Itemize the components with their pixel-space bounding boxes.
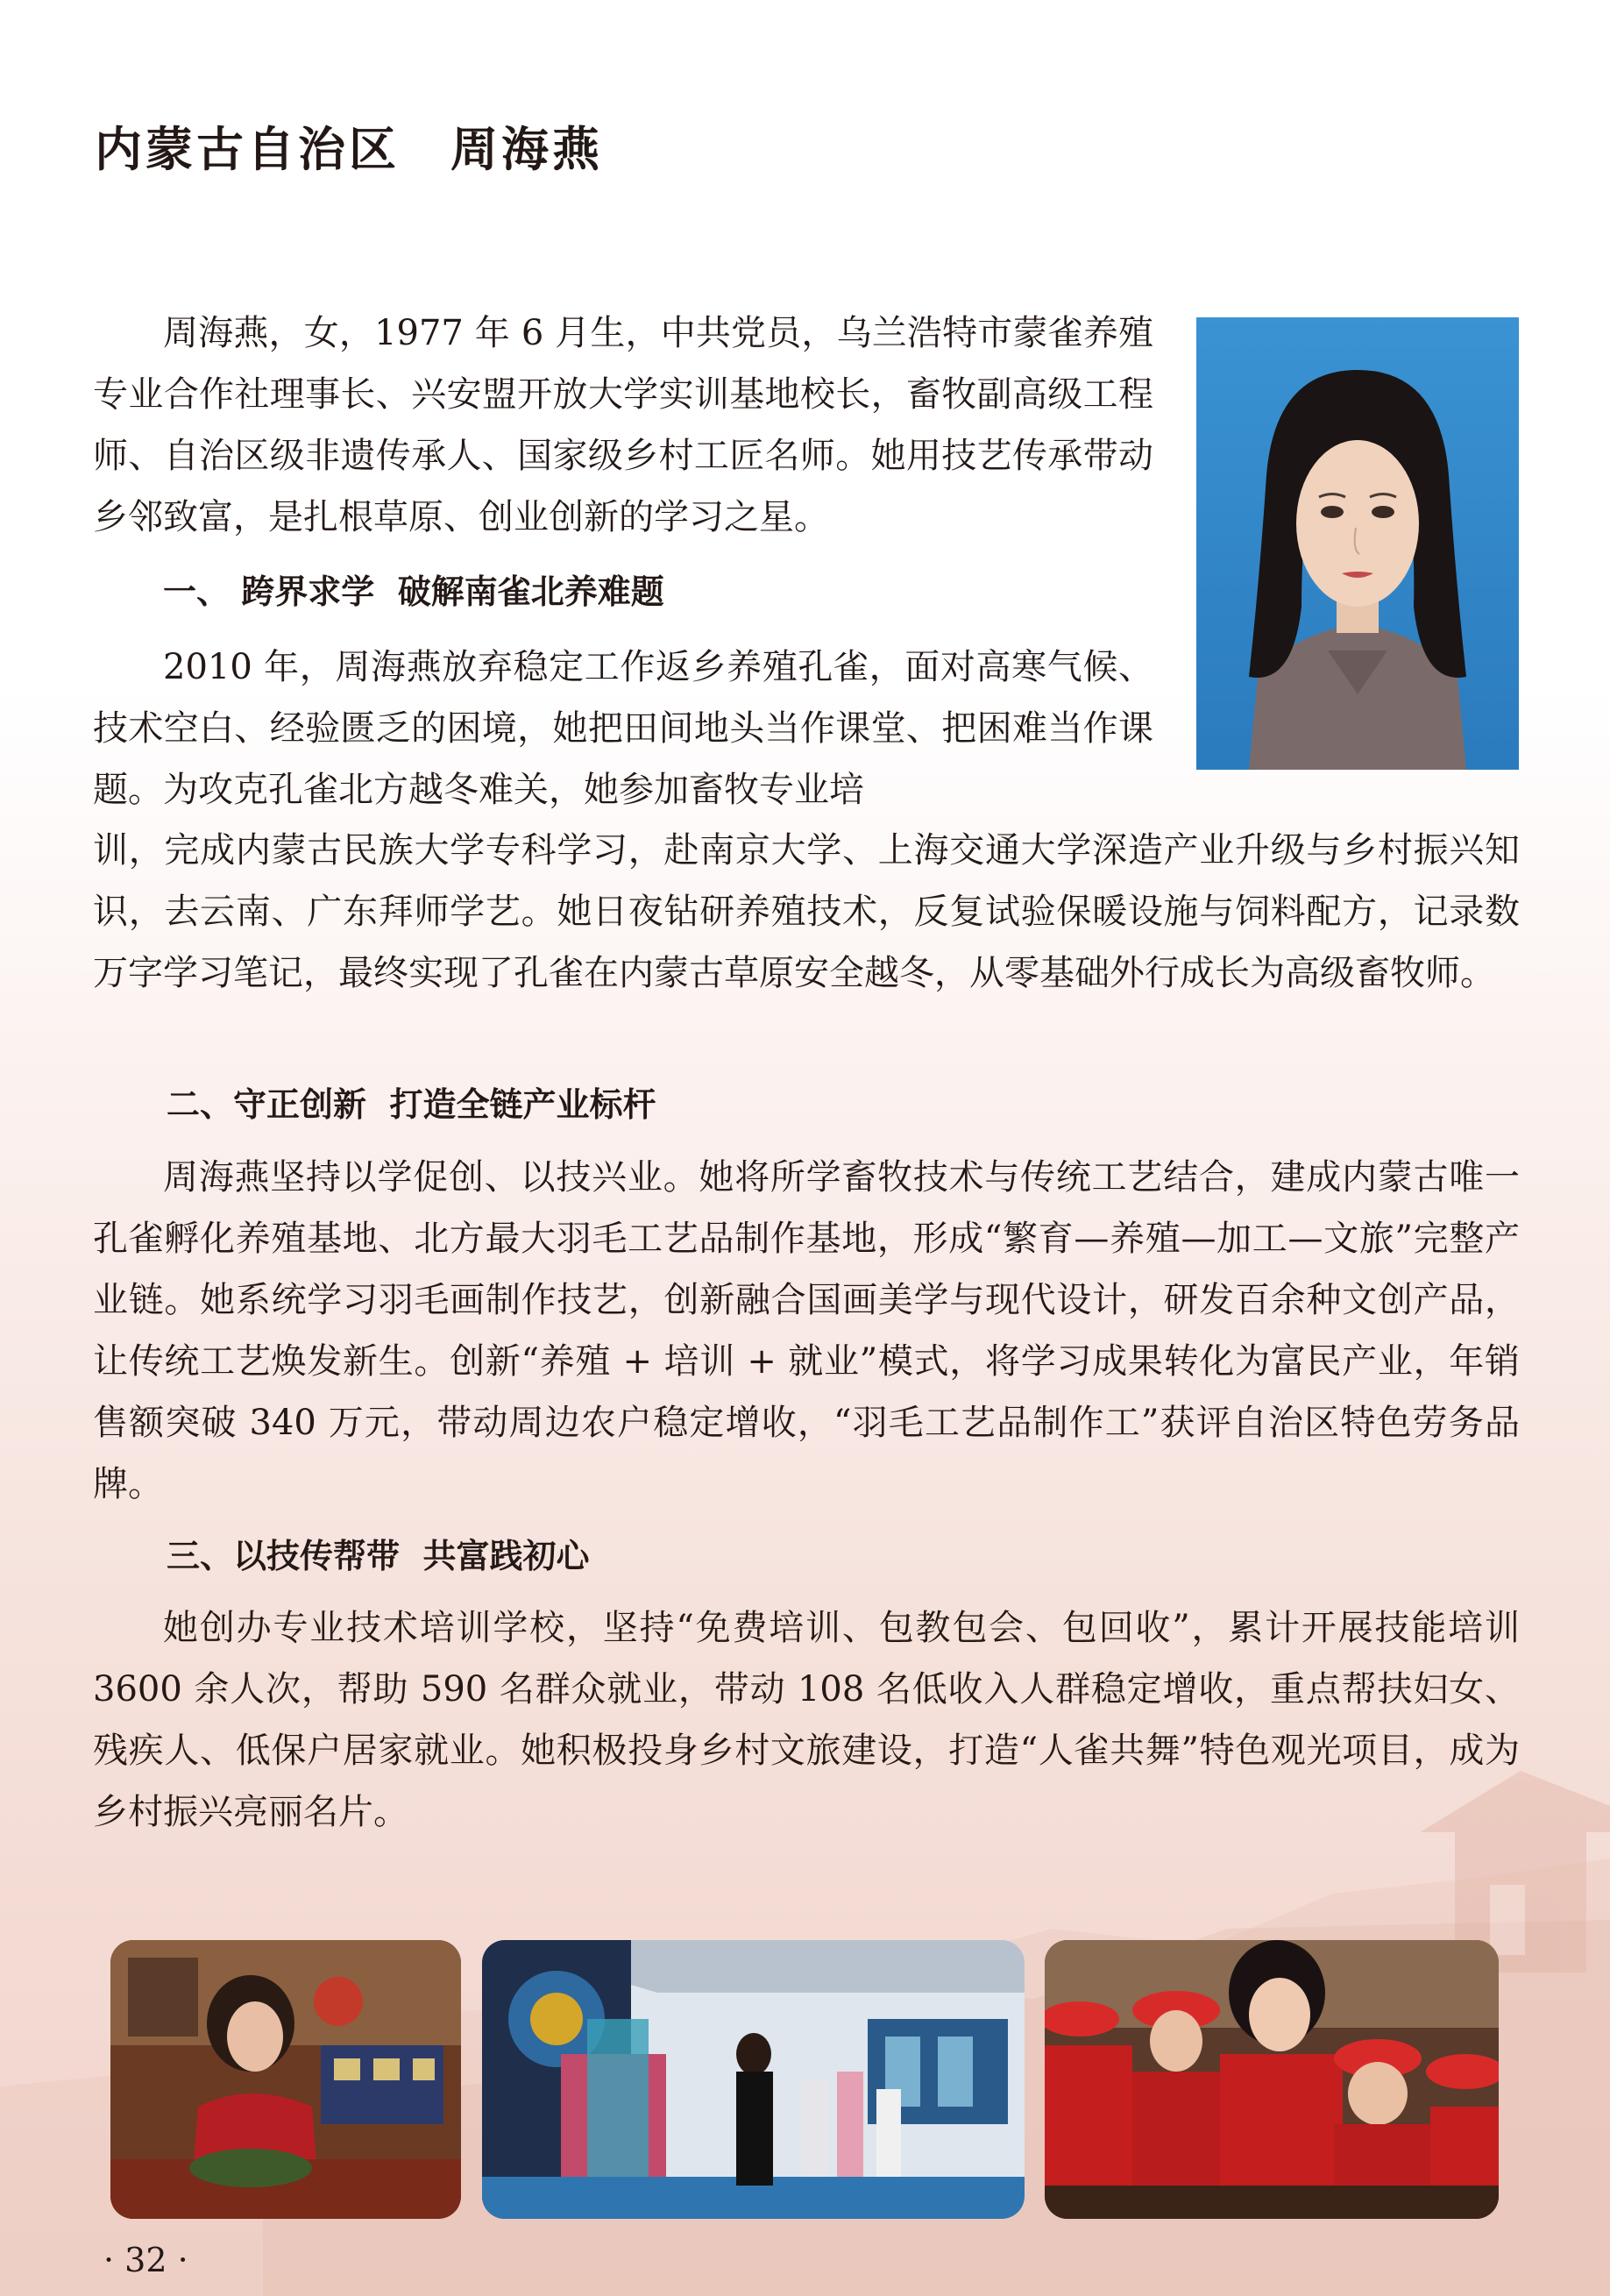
portrait-photo — [1196, 317, 1519, 770]
section-2-paragraph: 周海燕坚持以学促创、以技兴业。她将所学畜牧技术与传统工艺结合，建成内蒙古唯一孔雀孵化养殖基地、北方最大羽毛工艺品制作基地，形成“繁育—养殖—加工—文旅”完整产业链。她系统学习羽毛画制作技艺，创新融合国画美学与现代设计，研发百余种文创产品，让传统工艺焕发新生。创新“养殖 + 培训 + 就业”模式，将学习成果转化为富民产业，年销售额突破 340 万元，带动周边农户稳定增收，“羽毛工艺品制作工”获评自治区特色劳务品牌。 — [93, 1157, 1520, 1504]
page-number: · 32 · — [103, 2241, 188, 2279]
section-heading-3: 三、以技传帮带 共富践初心 — [167, 1537, 590, 1575]
photo-exhibition-hall — [482, 1940, 1025, 2219]
intro-paragraph: 周海燕，女，1977 年 6 月生，中共党员，乌兰浩特市蒙雀养殖专业合作社理事长、兴安盟开放大学实训基地校长，畜牧副高级工程师、自治区级非遗传承人、国家级乡村工匠名师。她用技艺传承带动乡邻致富，是扎根草原、创业创新的学习之星。 — [93, 313, 1153, 537]
photo-feather-crafting — [110, 1940, 461, 2219]
section-heading-1: 一、 跨界求学 破解南雀北养难题 — [163, 572, 664, 611]
page-title: 内蒙古自治区 周海燕 — [95, 122, 603, 177]
section-heading-2: 二、守正创新 打造全链产业标杆 — [167, 1085, 656, 1124]
photo-training-class — [1045, 1940, 1499, 2219]
section-1-paragraph-part2: 训，完成内蒙古民族大学专科学习，赴南京大学、上海交通大学深造产业升级与乡村振兴知识，去云南、广东拜师学艺。她日夜钻研养殖技术，反复试验保暖设施与饲料配方，记录数万字学习笔记，最终实现了孔雀在内蒙古草原安全越冬，从零基础外行成长为高级畜牧师。 — [93, 830, 1520, 993]
section-3-paragraph: 她创办专业技术培训学校，坚持“免费培训、包教包会、包回收”，累计开展技能培训 3600 余人次，帮助 590 名群众就业，带动 108 名低收入人群稳定增收，重点帮扶妇女、残疾人、低保户居家就业。她积极投身乡村文旅建设，打造“人雀共舞”特色观光项目，成为乡村振兴亮丽名片。 — [93, 1608, 1520, 1832]
section-1-paragraph-part1: 2010 年，周海燕放弃稳定工作返乡养殖孔雀，面对高寒气候、技术空白、经验匮乏的困境，她把田间地头当作课堂、把困难当作课题。为攻克孔雀北方越冬难关，她参加畜牧专业培 — [93, 647, 1153, 810]
